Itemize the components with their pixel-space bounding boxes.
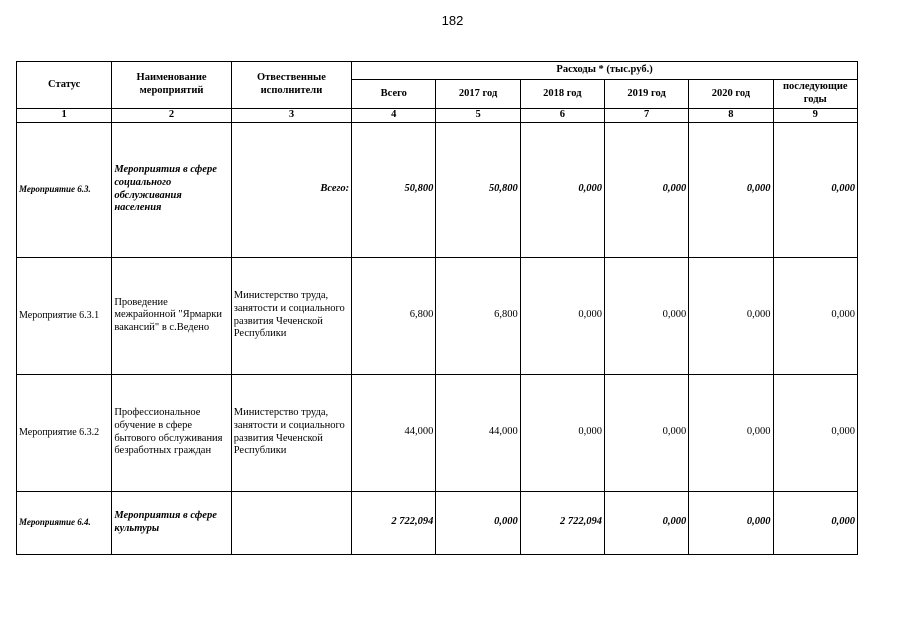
value-2018: 0,000 xyxy=(520,257,604,374)
expenses-table xyxy=(16,61,858,555)
row-responsible: Всего: xyxy=(231,122,351,257)
value-total: 2 722,094 xyxy=(352,491,436,554)
value-2019: 0,000 xyxy=(604,491,688,554)
value-2017: 50,800 xyxy=(436,122,520,257)
column-number: 7 xyxy=(604,109,688,123)
row-status: Мероприятие 6.3. xyxy=(17,122,112,257)
row-status: Мероприятие 6.3.2 xyxy=(17,374,112,491)
row-name: Мероприятия в сфере культуры xyxy=(112,491,231,554)
table-row xyxy=(17,257,858,374)
table-row xyxy=(17,122,858,257)
header-2018: 2018 год xyxy=(520,80,604,109)
header-expenses: Расходы * (тыс.руб.) xyxy=(352,62,858,80)
header-status: Статус xyxy=(17,62,112,109)
column-number: 6 xyxy=(520,109,604,123)
header-responsible: Отвественные исполнители xyxy=(231,62,351,109)
row-name: Мероприятия в сфере социального обслуживания населения xyxy=(112,122,231,257)
value-2020: 0,000 xyxy=(689,122,773,257)
value-2017: 44,000 xyxy=(436,374,520,491)
row-responsible xyxy=(231,491,351,554)
row-name: Проведение межрайонной "Ярмарки вакансий" в с.Ведено xyxy=(112,257,231,374)
header-subsequent: последующие годы xyxy=(773,80,857,109)
header-total: Всего xyxy=(352,80,436,109)
header-2017: 2017 год xyxy=(436,80,520,109)
row-name: Профессиональное обучение в сфере бытового обслуживания безработных граждан xyxy=(112,374,231,491)
page-number: 182 xyxy=(441,13,464,28)
value-2017: 6,800 xyxy=(436,257,520,374)
value-2018: 0,000 xyxy=(520,122,604,257)
row-responsible: Министерство труда, занятости и социального развития Чеченской Республики xyxy=(231,257,351,374)
row-responsible: Министерство труда, занятости и социального развития Чеченской Республики xyxy=(231,374,351,491)
value-2020: 0,000 xyxy=(689,374,773,491)
value-subsequent: 0,000 xyxy=(773,122,857,257)
value-2019: 0,000 xyxy=(604,257,688,374)
value-2019: 0,000 xyxy=(604,374,688,491)
value-total: 50,800 xyxy=(352,122,436,257)
column-number: 5 xyxy=(436,109,520,123)
column-number: 9 xyxy=(773,109,857,123)
header-row-1 xyxy=(17,62,858,80)
header-2019: 2019 год xyxy=(604,80,688,109)
column-number: 3 xyxy=(231,109,351,123)
value-2020: 0,000 xyxy=(689,491,773,554)
value-2017: 0,000 xyxy=(436,491,520,554)
column-number: 4 xyxy=(352,109,436,123)
header-name: Наименование мероприятий xyxy=(112,62,231,109)
value-subsequent: 0,000 xyxy=(773,374,857,491)
header-2020: 2020 год xyxy=(689,80,773,109)
value-2018: 2 722,094 xyxy=(520,491,604,554)
row-status: Мероприятие 6.3.1 xyxy=(17,257,112,374)
value-2020: 0,000 xyxy=(689,257,773,374)
column-number: 2 xyxy=(112,109,231,123)
value-2019: 0,000 xyxy=(604,122,688,257)
table-row xyxy=(17,491,858,554)
row-status: Мероприятие 6.4. xyxy=(17,491,112,554)
value-subsequent: 0,000 xyxy=(773,491,857,554)
value-total: 6,800 xyxy=(352,257,436,374)
value-2018: 0,000 xyxy=(520,374,604,491)
column-number: 1 xyxy=(17,109,112,123)
value-subsequent: 0,000 xyxy=(773,257,857,374)
table-row xyxy=(17,374,858,491)
column-number: 8 xyxy=(689,109,773,123)
value-total: 44,000 xyxy=(352,374,436,491)
column-number-row xyxy=(17,109,858,123)
